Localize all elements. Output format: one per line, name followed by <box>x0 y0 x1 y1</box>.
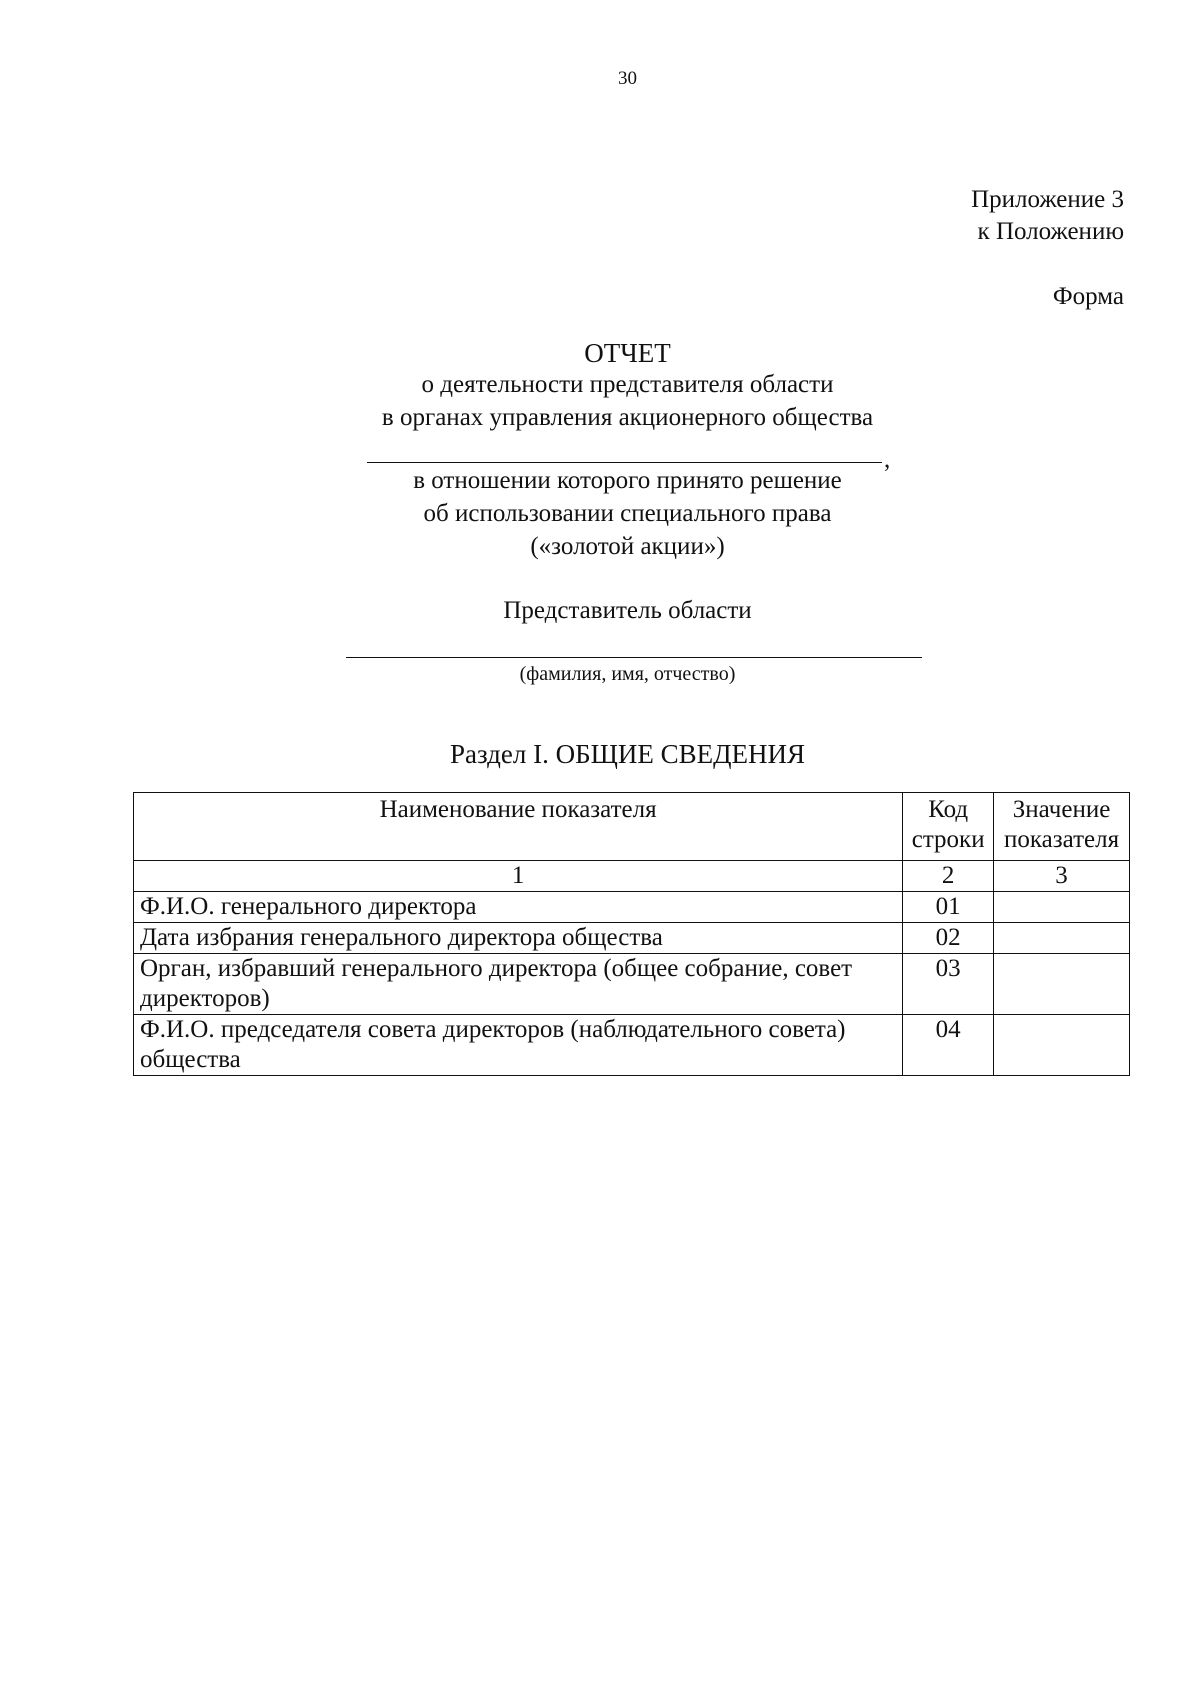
representative-name-hint: (фамилия, имя, отчество) <box>519 663 736 685</box>
row-name: Ф.И.О. председателя совета директоров (наблюдательного совета) общества <box>134 1015 903 1076</box>
row-code: 01 <box>903 892 994 923</box>
company-name-blank-line <box>367 462 882 463</box>
table-row <box>134 1015 1130 1076</box>
column-number-2: 2 <box>903 861 994 892</box>
company-name-comma: , <box>884 446 891 473</box>
row-code: 04 <box>903 1015 994 1076</box>
row-code: 03 <box>903 954 994 1015</box>
appendix-number: Приложение 3 <box>971 186 1124 213</box>
representative-label: Представитель области <box>503 597 752 624</box>
row-name: Дата избрания генерального директора общества <box>134 923 903 954</box>
row-value-cell[interactable] <box>994 1015 1130 1076</box>
representative-name-blank-line <box>346 657 922 658</box>
column-number-row <box>134 861 1130 892</box>
column-number-1: 1 <box>134 861 903 892</box>
section-title: Раздел I. ОБЩИЕ СВЕДЕНИЯ <box>449 739 806 769</box>
header-code: Код строки <box>903 793 994 861</box>
row-code: 02 <box>903 923 994 954</box>
form-label: Форма <box>1052 283 1124 310</box>
column-number-3: 3 <box>994 861 1130 892</box>
page-number: 30 <box>618 68 637 89</box>
title-line-2: в органах управления акционерного общества <box>381 404 874 431</box>
header-name: Наименование показателя <box>134 793 903 861</box>
table-row <box>134 892 1130 923</box>
document-title: ОТЧЕТ <box>584 338 671 368</box>
row-value-cell[interactable] <box>994 954 1130 1015</box>
general-info-table <box>133 792 1130 1076</box>
table-header-row <box>134 793 1130 861</box>
row-value-cell[interactable] <box>994 923 1130 954</box>
row-name: Ф.И.О. генерального директора <box>134 892 903 923</box>
title-line-4: об использовании специального права <box>423 500 832 527</box>
header-value: Значение показателя <box>994 793 1130 861</box>
table-row <box>134 954 1130 1015</box>
title-line-1: о деятельности представителя области <box>421 371 834 398</box>
row-value-cell[interactable] <box>994 892 1130 923</box>
appendix-reference: к Положению <box>977 218 1124 245</box>
table-row <box>134 923 1130 954</box>
title-line-5: («золотой акции») <box>530 533 725 560</box>
row-name: Орган, избравший генерального директора (общее собрание, совет директоров) <box>134 954 903 1015</box>
title-line-3: в отношении которого принято решение <box>413 467 842 494</box>
